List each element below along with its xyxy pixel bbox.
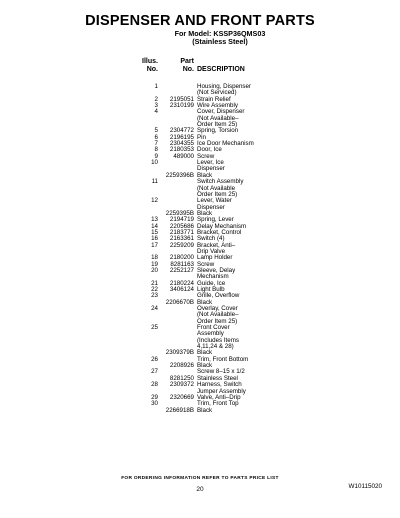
part-number: 489000: [173, 152, 194, 160]
illus-number: 9: [154, 152, 158, 160]
part-number: 2205686: [169, 222, 194, 230]
illus-number: 23: [151, 292, 158, 300]
illus-number: 10: [151, 159, 158, 167]
part-description: Delay Mechanism: [197, 222, 247, 230]
illus-number: 17: [151, 241, 158, 249]
part-number: 2180353: [169, 146, 194, 154]
illus-number: 15: [151, 228, 158, 236]
illus-number: 14: [151, 222, 158, 230]
part-description: Trim, Front Top: [197, 400, 239, 408]
parts-table: [0, 84, 400, 414]
illus-number: 20: [151, 266, 158, 274]
part-description: Cover, Dispenser: [197, 108, 245, 116]
part-number: 2163361: [169, 235, 194, 243]
part-number: 8281250: [169, 374, 194, 382]
part-number: 2180200: [169, 254, 194, 262]
part-number: 2259396B: [165, 171, 194, 179]
part-description: Trim, Front Bottom: [197, 355, 249, 363]
part-description: Lamp Holder: [197, 254, 233, 262]
part-number: 2266918B: [165, 406, 194, 414]
part-description: Order Item 25): [197, 190, 238, 198]
illus-number: 6: [154, 133, 158, 141]
part-description: Grille, Overflow: [197, 292, 240, 300]
part-description: (Not Available–: [197, 114, 239, 122]
page-number: 20: [196, 486, 204, 493]
table-row: [0, 408, 400, 414]
part-number: 2309372: [169, 381, 194, 389]
illus-number: 29: [151, 393, 158, 401]
illus-number: 25: [151, 324, 158, 332]
part-description: Black: [197, 171, 213, 179]
part-description: Front Cover: [197, 324, 230, 332]
part-number: 2309379B: [165, 349, 194, 357]
illus-number: 13: [151, 216, 158, 224]
part-number: 2208926: [169, 362, 194, 370]
illus-number: 2: [154, 95, 158, 103]
header-part-line1: Part: [180, 58, 194, 65]
part-description: Spring, Torsion: [197, 127, 239, 135]
part-description: Switch Assembly: [197, 178, 244, 186]
illus-number: 12: [151, 197, 158, 205]
part-number: 2304355: [169, 140, 194, 148]
part-description: Stainless Steel: [197, 374, 238, 382]
finish-line: (Stainless Steel): [192, 37, 248, 46]
illus-number: 11: [151, 178, 158, 186]
part-number: 2206670B: [165, 298, 194, 306]
header-part-no: [180, 58, 194, 74]
part-description: Wire Assembly: [197, 102, 238, 110]
illus-number: 1: [154, 83, 158, 90]
part-description: (Includes Items: [197, 336, 239, 344]
header-illus-line2: No.: [146, 66, 158, 73]
part-number: 2194719: [169, 216, 194, 224]
model-subtitle: [150, 30, 290, 46]
part-number: 2183771: [169, 228, 194, 236]
part-description: Housing, Dispenser: [197, 83, 251, 90]
header-illus-line1: Illus.: [142, 58, 158, 65]
part-description: Black: [197, 298, 213, 306]
illus-number: 7: [154, 140, 158, 148]
part-description: Spring, Lever: [197, 216, 234, 224]
part-description: Mechanism: [197, 273, 229, 281]
part-number: 8281163: [170, 260, 194, 268]
part-number: 2320669: [169, 393, 194, 401]
part-description: Black: [197, 349, 213, 357]
part-description: Ice Door Mechanism: [197, 140, 254, 148]
illus-number: 28: [151, 381, 158, 389]
part-description: Bracket, Anti–: [197, 241, 236, 249]
header-part-line2: No.: [182, 66, 194, 73]
part-description: Order Item 25): [197, 121, 238, 129]
part-description: Screw: [197, 260, 215, 268]
header-illus-no: [142, 58, 158, 74]
part-description: (Not Available–: [197, 311, 239, 319]
part-description: Black: [197, 406, 213, 414]
part-description: Black: [197, 362, 213, 370]
part-number: 2180224: [169, 279, 194, 287]
model-line: For Model: KSSP36QMS03: [174, 29, 266, 38]
part-description: Jumper Assembly: [197, 387, 246, 395]
part-description: Dispenser: [197, 165, 225, 173]
part-description: Bracket, Control: [197, 228, 242, 236]
part-description: Switch (4): [197, 235, 225, 243]
part-description: Screw: [197, 152, 215, 160]
part-description: (Not Available: [197, 184, 236, 192]
part-description: Lever, Water: [197, 197, 232, 205]
part-description: Screw 8–15 x 1/2: [197, 368, 245, 376]
part-description: Harness, Switch: [197, 381, 242, 389]
ordering-note: FOR ORDERING INFORMATION REFER TO PARTS PRICE LIST: [121, 476, 279, 481]
illus-number: 4: [154, 108, 158, 116]
header-description: DESCRIPTION: [197, 66, 245, 73]
illus-number: 27: [151, 368, 158, 376]
part-description: 4,11,24 & 28): [197, 343, 234, 351]
part-description: Dispenser: [197, 203, 225, 211]
illus-number: 3: [154, 102, 158, 110]
document-code: W10115020: [348, 483, 382, 490]
illus-number: 5: [154, 127, 158, 135]
part-number: 2310199: [169, 102, 194, 110]
part-description: Overlay, Cover: [197, 305, 238, 313]
illus-number: 8: [154, 146, 158, 154]
illus-number: 22: [151, 286, 158, 293]
part-number: 2196195: [169, 133, 194, 141]
illus-number: 26: [151, 355, 158, 363]
part-description: Black: [197, 209, 213, 217]
part-description: Assembly: [197, 330, 224, 338]
part-description: Lever, Ice: [197, 159, 224, 167]
part-number: 2195051: [169, 95, 194, 103]
part-number: 2252127: [169, 266, 194, 274]
part-description: Valve, Anti–Drip: [197, 393, 241, 401]
illus-number: 19: [151, 260, 158, 268]
part-number: 2259395B: [165, 209, 194, 217]
part-description: Sleeve, Delay: [197, 266, 236, 274]
part-number: 3406124: [169, 286, 194, 293]
illus-number: 21: [151, 279, 158, 287]
part-description: Light Bulb: [197, 286, 225, 293]
part-description: (Not Serviced): [197, 89, 237, 97]
part-description: Strain Relief: [197, 95, 231, 103]
part-number: 2304772: [169, 127, 194, 135]
part-description: Guide, Ice: [197, 279, 226, 287]
illus-number: 24: [151, 305, 158, 313]
part-description: Drip Valve: [197, 247, 226, 255]
part-number: 2259209: [169, 241, 194, 249]
part-description: Pin: [197, 133, 206, 141]
illus-number: 16: [151, 235, 158, 243]
illus-number: 18: [151, 254, 158, 262]
illus-number: 30: [151, 400, 158, 408]
part-description: Door, Ice: [197, 146, 222, 154]
part-description: Order Item 25): [197, 317, 238, 325]
page-title: DISPENSER AND FRONT PARTS: [85, 13, 315, 29]
